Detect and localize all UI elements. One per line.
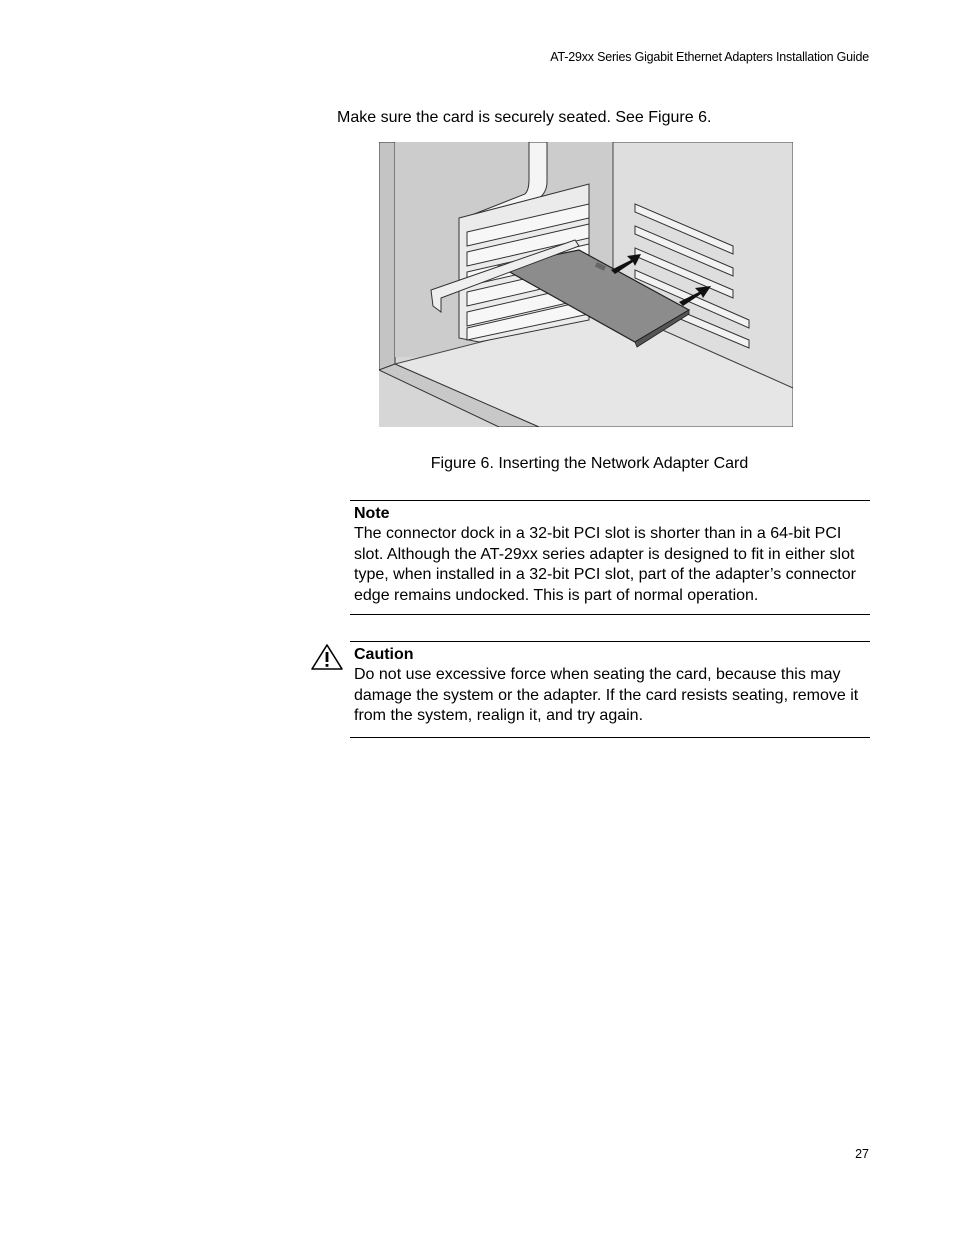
intro-paragraph: Make sure the card is securely seated. See Figure 6. bbox=[337, 109, 712, 126]
caution-body: Do not use excessive force when seating the card, because this may damage the system or the adapter. If the card resists seating, remove it from the system, realign it, and try again. bbox=[354, 666, 859, 725]
page-number: 27 bbox=[855, 1147, 869, 1161]
figure-illustration bbox=[379, 142, 793, 427]
note-title: Note bbox=[354, 505, 390, 522]
figure-caption: Figure 6. Inserting the Network Adapter Card bbox=[430, 455, 749, 472]
network-card-insertion-illustration bbox=[379, 142, 793, 427]
note-body: The connector dock in a 32-bit PCI slot is shorter than in a 64-bit PCI slot. Although the AT-29xx series adapter is designed to fit in either slot type, when installed in a 32-bit PCI slot, part of the adapter’s connector edge remains undocked. This is part of normal operation. bbox=[354, 525, 856, 604]
caution-box bbox=[350, 641, 870, 738]
caution-title: Caution bbox=[354, 646, 414, 663]
running-header: AT-29xx Series Gigabit Ethernet Adapters Installation Guide bbox=[550, 50, 869, 64]
note-box bbox=[350, 500, 870, 615]
warning-triangle-icon bbox=[310, 643, 344, 671]
